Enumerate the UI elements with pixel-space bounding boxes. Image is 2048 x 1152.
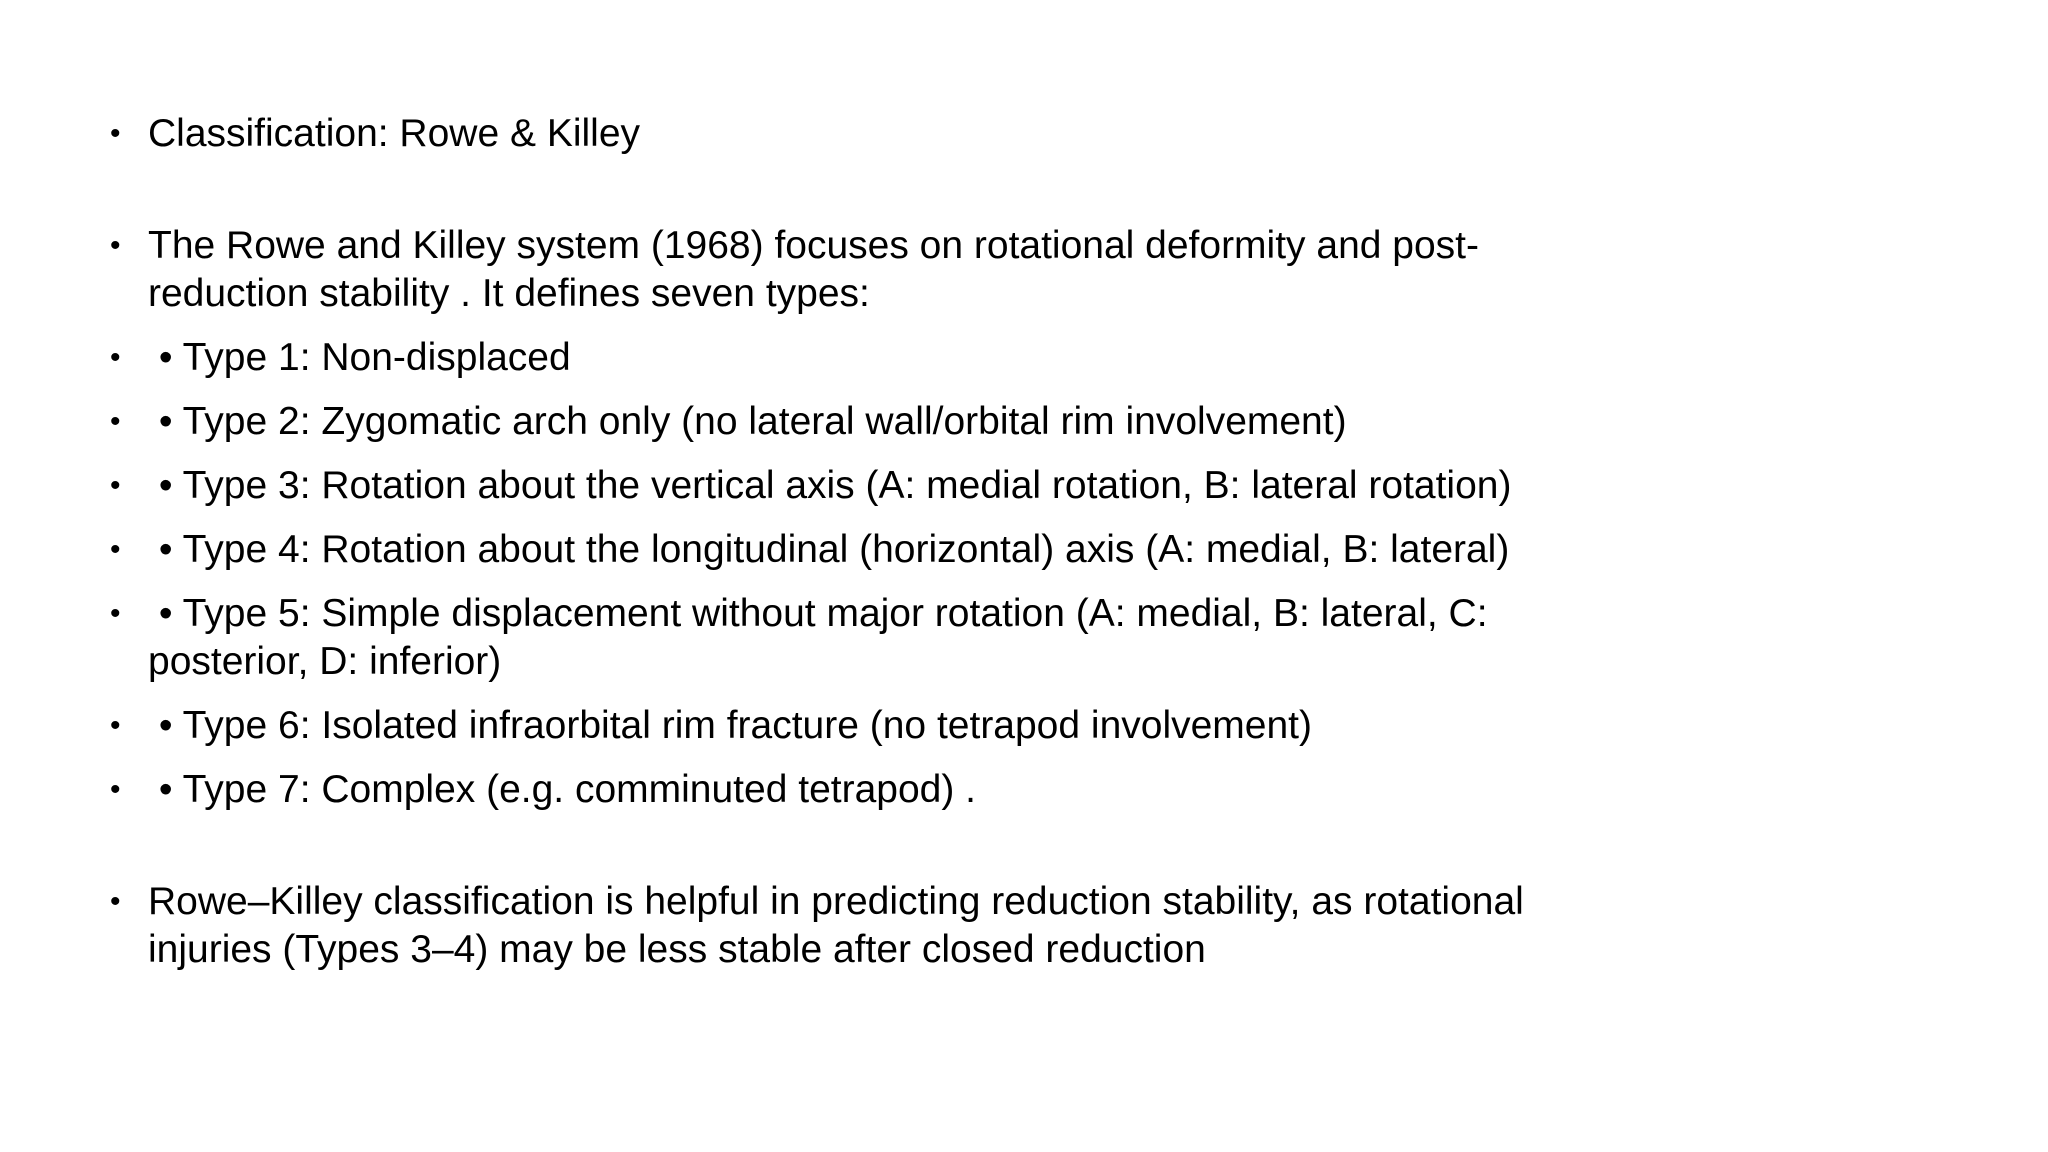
bullet-text: • Type 3: Rotation about the vertical axis (A: medial rotation, B: lateral rotation) [148,464,1512,507]
bullet-text: • Type 6: Isolated infraorbital rim fracture (no tetrapod involvement) [148,704,1312,747]
bullet-dot-icon: • [110,885,121,918]
bullet-item-type-3 [110,462,1540,510]
bullet-dot-icon: • [110,405,121,438]
bullet-dot-icon: • [110,341,121,374]
bullet-text: • Type 5: Simple displacement without major rotation (A: medial, B: lateral, C: posterior, D: inferior) [148,592,1499,683]
bullet-item-type-4 [110,526,1540,574]
bullet-dot-icon: • [110,117,121,150]
bullet-dot-icon: • [110,229,121,262]
bullet-text: • Type 4: Rotation about the longitudinal (horizontal) axis (A: medial, B: lateral) [148,528,1510,571]
bullet-list [110,110,1540,990]
bullet-item-classification [110,110,1540,158]
bullet-dot-icon: • [110,533,121,566]
bullet-text: • Type 1: Non-displaced [148,336,571,379]
bullet-item-type-1 [110,334,1540,382]
bullet-text: Classification: Rowe & Killey [148,112,641,155]
bullet-item-type-7 [110,766,1540,814]
bullet-text: Rowe–Killey classification is helpful in predicting reduction stability, as rotational injuries (Types 3–4) may be less stable after closed reduction [148,880,1524,971]
bullet-item-system-overview [110,222,1540,318]
bullet-item-type-6 [110,702,1540,750]
bullet-item-stability-note [110,878,1540,974]
bullet-text: • Type 2: Zygomatic arch only (no lateral wall/orbital rim involvement) [148,400,1347,443]
bullet-dot-icon: • [110,597,121,630]
bullet-text: The Rowe and Killey system (1968) focuses on rotational deformity and post-reduction stability . It defines seven types: [148,224,1479,315]
bullet-item-type-5 [110,590,1540,686]
bullet-item-type-2 [110,398,1540,446]
bullet-text: • Type 7: Complex (e.g. comminuted tetrapod) . [148,768,976,811]
bullet-dot-icon: • [110,773,121,806]
bullet-dot-icon: • [110,469,121,502]
bullet-dot-icon: • [110,709,121,742]
